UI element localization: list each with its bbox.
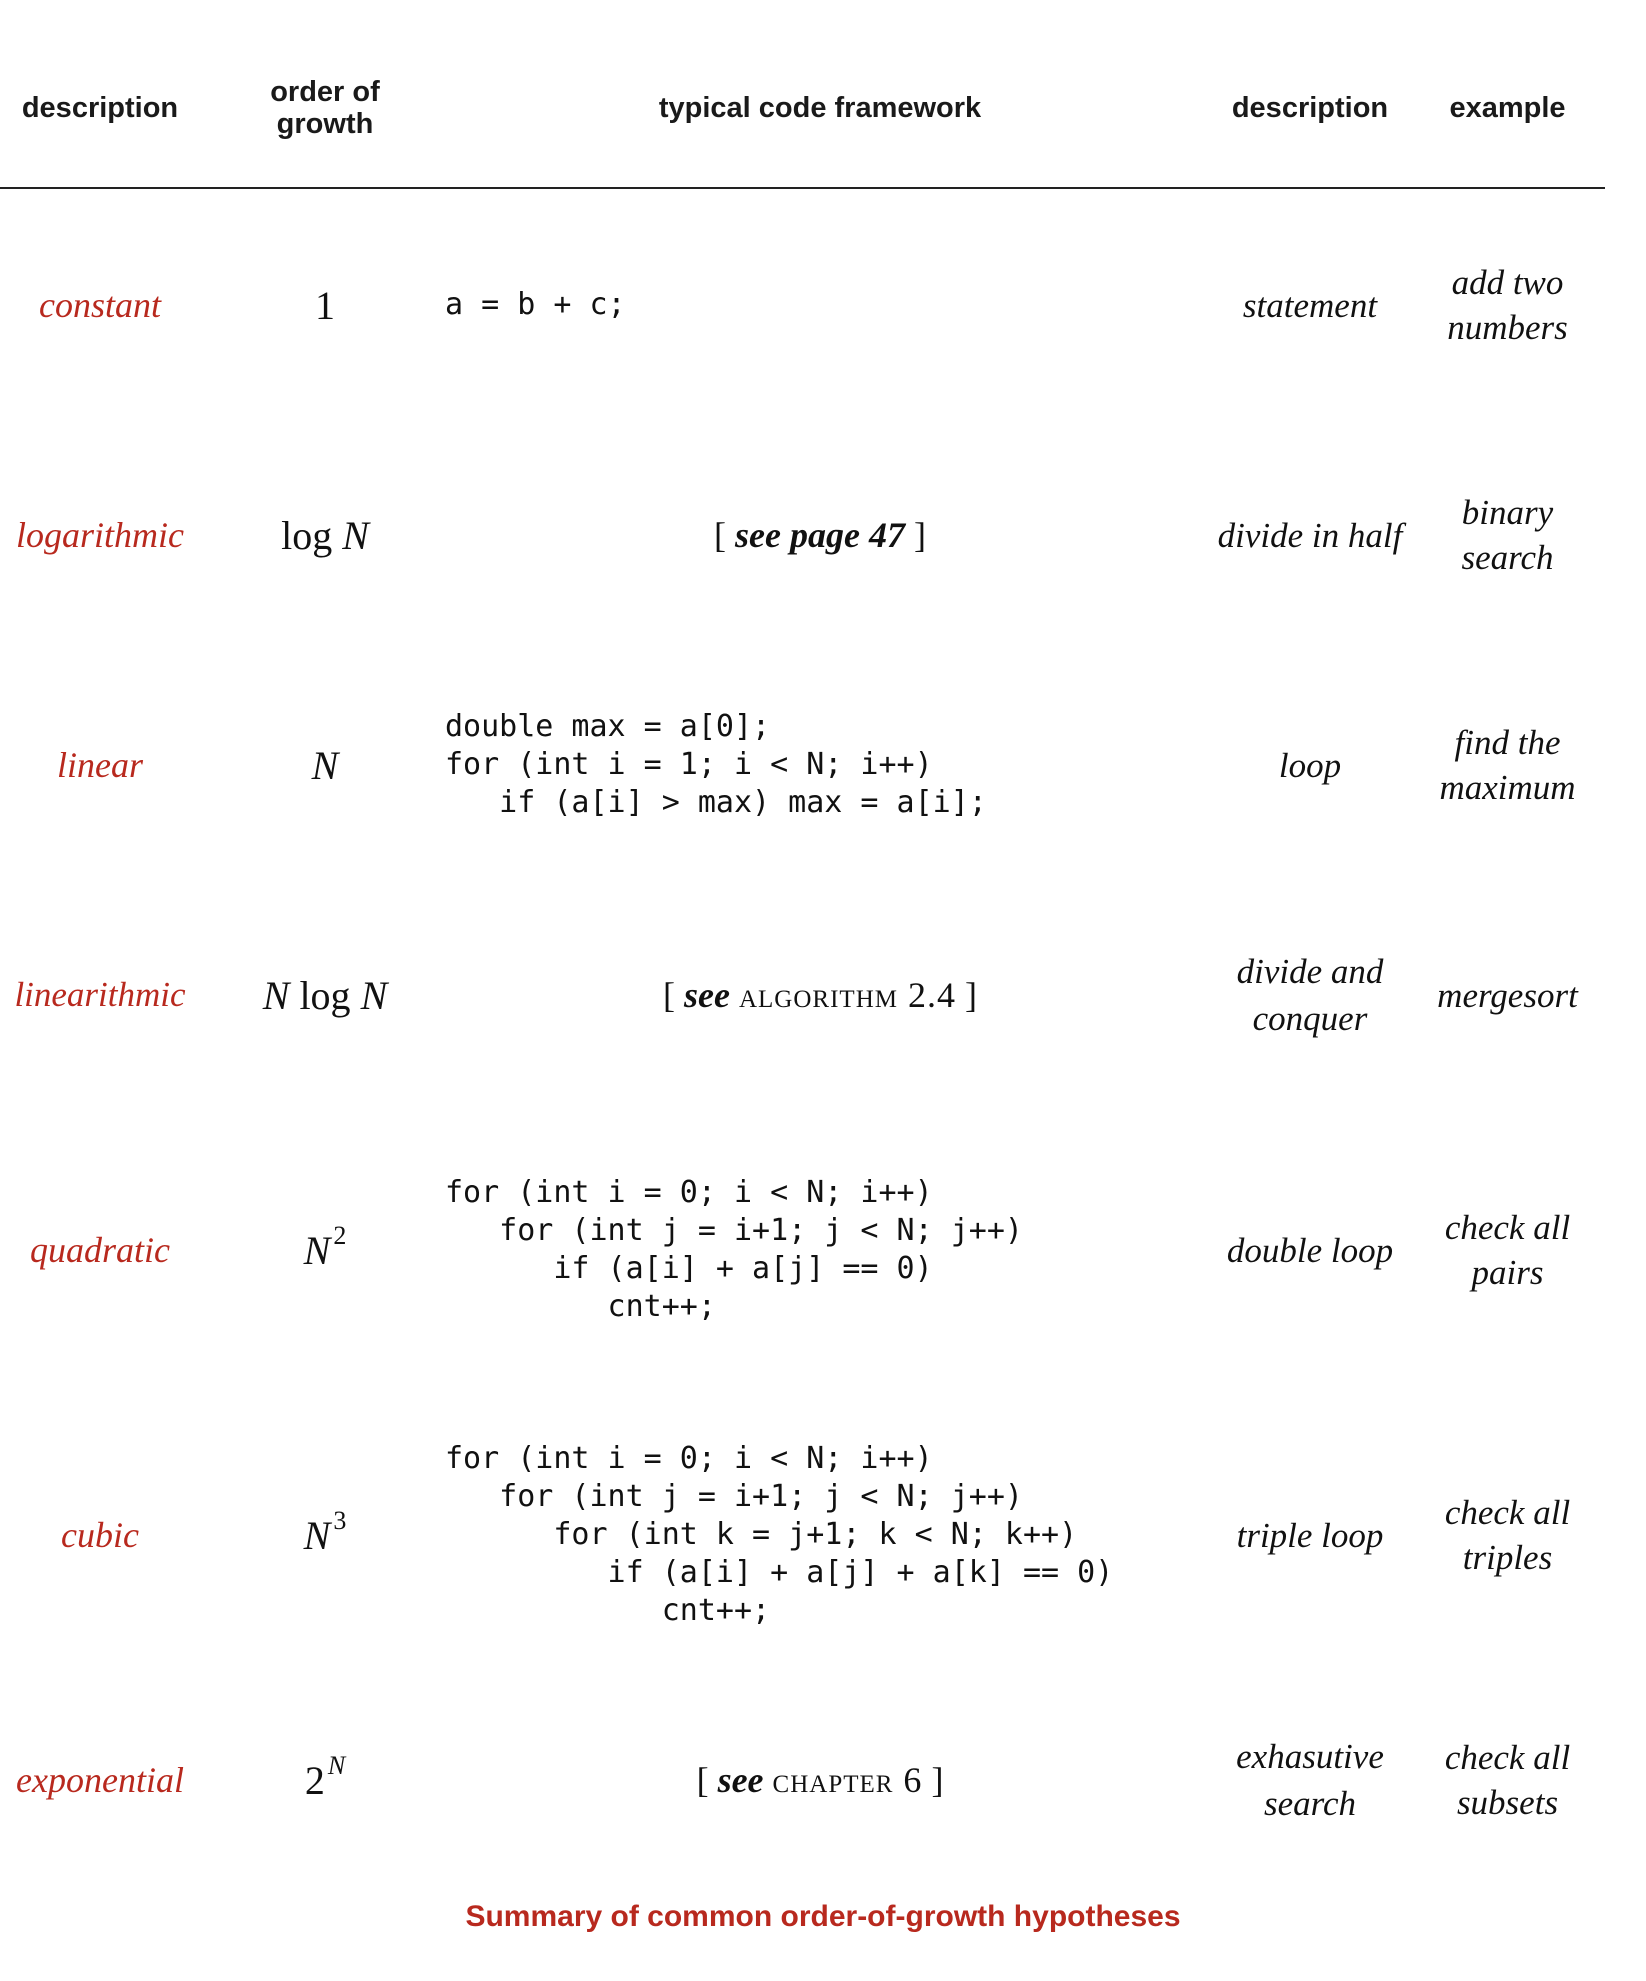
code-reference	[445, 945, 1195, 1045]
bracket-close: ]	[955, 975, 977, 1015]
reference-target: algorithm 2.4	[738, 975, 956, 1015]
header-order-line2: growth	[276, 108, 374, 140]
code-framework	[445, 260, 1225, 350]
reference-link: see page 47	[735, 515, 905, 555]
header-divider	[0, 187, 1605, 189]
example: check all subsets	[1444, 1738, 1571, 1822]
framework-description: double loop	[1226, 1230, 1394, 1270]
reference-see: see	[684, 975, 730, 1015]
order-var: N	[342, 512, 369, 558]
growth-name: constant	[39, 285, 161, 325]
framework-description: loop	[1278, 745, 1342, 785]
order-var2: N	[360, 972, 388, 1018]
example: check all pairs	[1444, 1208, 1571, 1292]
order-of-growth	[240, 1730, 410, 1830]
reference-target: chapter 6	[772, 1760, 923, 1800]
order-of-growth	[240, 945, 410, 1045]
code-reference	[445, 1730, 1195, 1830]
growth-name: quadratic	[30, 1230, 170, 1270]
table-row-logarithmic	[0, 485, 1646, 585]
reference-see: see	[717, 1760, 764, 1800]
table-caption: Summary of common order-of-growth hypotheses	[465, 1900, 1181, 1933]
table-row-linear	[0, 700, 1646, 830]
order-of-growth	[240, 700, 410, 830]
framework-description: exhasutive search	[1236, 1737, 1384, 1823]
table-row-constant	[0, 260, 1646, 350]
growth-name: exponential	[16, 1760, 184, 1800]
bracket-close: ]	[904, 515, 926, 555]
code-reference	[445, 485, 1195, 585]
order-base: 2	[304, 1757, 325, 1803]
header-description2: description	[1231, 92, 1389, 124]
order-var: N	[303, 1227, 331, 1273]
header-description: description	[21, 92, 179, 124]
order-var: N	[311, 742, 339, 788]
bracket-open: [	[696, 1760, 718, 1800]
table-row-quadratic	[0, 1160, 1646, 1340]
growth-name: linear	[57, 745, 143, 785]
code-block: for (int i = 0; i < N; i++) for (int j = i+1; j < N; j++) if (a[i] + a[j] == 0) cnt++;	[445, 1175, 1023, 1324]
code-block: double max = a[0]; for (int i = 1; i < N; i++) if (a[i] > max) max = a[i];	[445, 709, 987, 820]
header-order-line1: order of	[270, 76, 380, 108]
order-of-growth	[240, 485, 410, 585]
table-row-cubic	[0, 1425, 1646, 1645]
code-block: a = b + c;	[445, 287, 626, 322]
growth-name: logarithmic	[16, 515, 184, 555]
header-code-framework: typical code framework	[658, 92, 982, 124]
growth-name: cubic	[61, 1515, 139, 1555]
bracket-open: [	[714, 515, 736, 555]
order-log: log	[289, 972, 361, 1018]
header-order-of-growth	[240, 76, 410, 140]
order-value: 1	[315, 282, 335, 328]
header-example: example	[1449, 92, 1566, 124]
framework-description: divide in half	[1217, 515, 1403, 555]
example: binary search	[1461, 493, 1554, 577]
order-of-growth	[240, 260, 410, 350]
example: mergesort	[1437, 975, 1578, 1015]
order-of-growth	[240, 1425, 410, 1645]
order-log: log	[281, 512, 343, 558]
growth-name: linearithmic	[14, 975, 186, 1014]
bracket-open: [	[663, 975, 685, 1015]
code-block: for (int i = 0; i < N; i++) for (int j = i+1; j < N; j++) for (int k = j+1; k < N; k++) if (a[i] + a[j] + a[k] == 0) cnt++;	[445, 1441, 1114, 1628]
example: check all triples	[1444, 1493, 1571, 1577]
code-framework	[445, 700, 1225, 830]
framework-description: statement	[1242, 285, 1378, 325]
bracket-close: ]	[922, 1760, 944, 1800]
table-row-linearithmic	[0, 945, 1646, 1045]
example: add two numbers	[1447, 263, 1568, 347]
framework-description: divide and conquer	[1236, 952, 1384, 1038]
example: find the maximum	[1439, 723, 1576, 807]
order-var: N	[262, 972, 290, 1018]
order-exponent: N	[327, 1751, 346, 1780]
order-exponent: 2	[333, 1221, 347, 1250]
order-var: N	[303, 1512, 331, 1558]
code-framework	[445, 1160, 1225, 1340]
order-exponent: 3	[333, 1506, 347, 1535]
table-row-exponential	[0, 1730, 1646, 1830]
framework-description: triple loop	[1236, 1515, 1384, 1555]
order-of-growth	[240, 1160, 410, 1340]
code-framework	[445, 1425, 1225, 1645]
